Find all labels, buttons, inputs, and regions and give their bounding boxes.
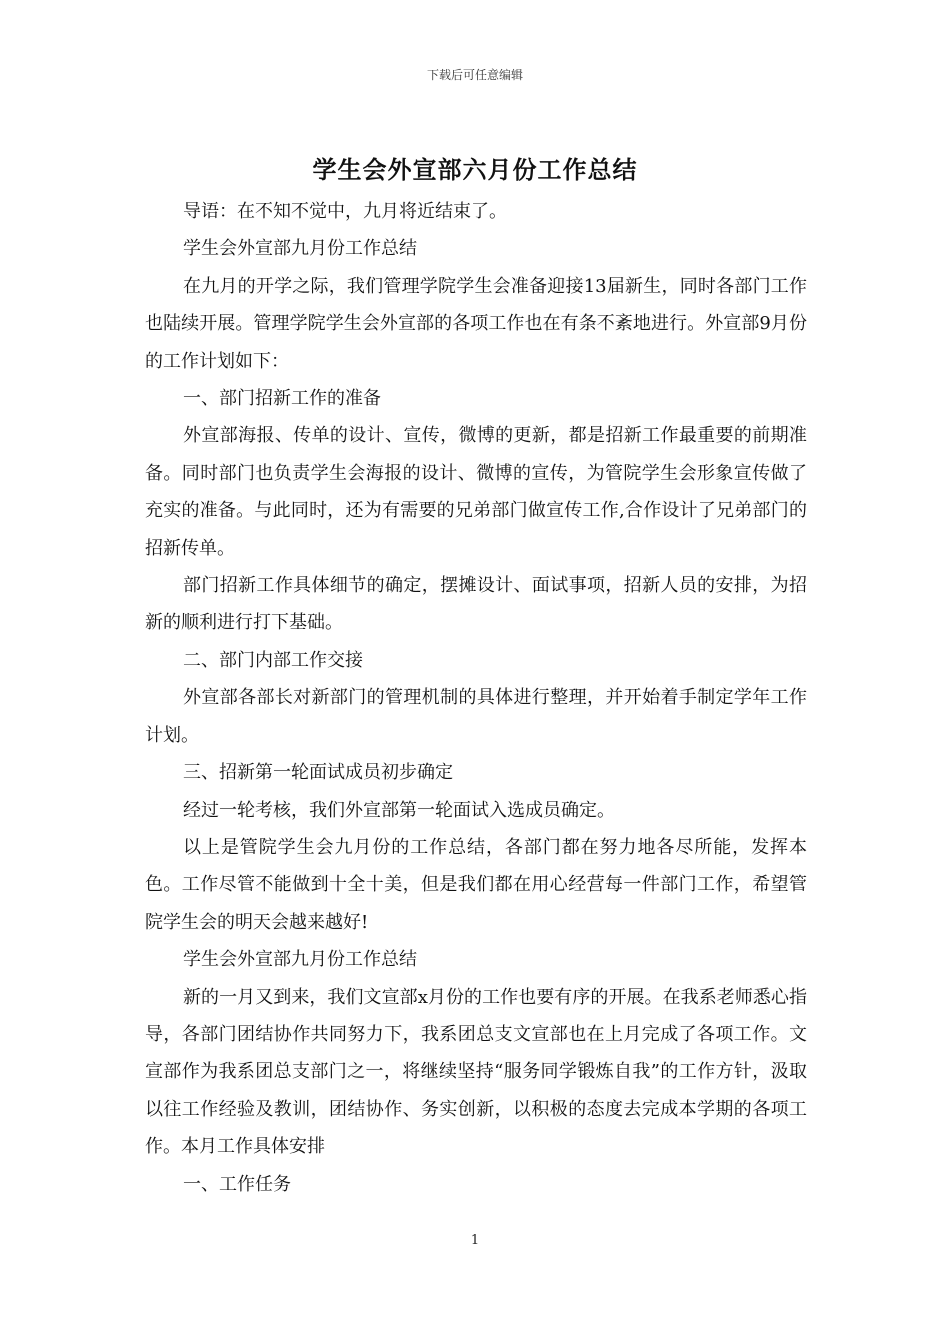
paragraph-subtitle-1: 学生会外宣部九月份工作总结: [183, 238, 417, 260]
document-title: 学生会外宣部六月份工作总结: [312, 155, 638, 184]
paragraph-body: 部门招新工作具体细节的确定，摆摊设计、面试事项，招新人员的安排，为招新的顺利进行打下基础。: [145, 575, 807, 634]
header-note: 下载后可任意编辑: [426, 68, 523, 82]
paragraph-body: 以上是管院学生会九月份的工作总结，各部门都在努力地各尽所能，发挥本色。工作尽管不能做到十全十美，但是我们都在用心经营每一件部门工作，希望管院学生会的明天会越来越好!: [145, 836, 807, 933]
section-heading-1: 一、部门招新工作的准备: [183, 388, 381, 410]
section-heading-4: 一、工作任务: [183, 1173, 291, 1195]
paragraph-body: 外宣部海报、传单的设计、宣传，微博的更新，都是招新工作最重要的前期准备。同时部门也负责学生会海报的设计、微博的宣传，为管院学生会形象宣传做了充实的准备。与此同时，还为有需要的兄弟部门做宣传工作,合作设计了兄弟部门的招新传单。: [145, 425, 807, 559]
section-heading-2: 二、部门内部工作交接: [183, 649, 363, 671]
paragraph-intro: 导语：在不知不觉中，九月将近结束了。: [183, 201, 507, 222]
paragraph-body: 外宣部各部长对新部门的管理机制的具体进行整理，并开始着手制定学年工作计划。: [145, 687, 807, 746]
paragraph-body: 经过一轮考核，我们外宣部第一轮面试入选成员确定。: [183, 799, 615, 821]
document-body: [145, 193, 807, 1203]
page-number: 1: [470, 1233, 480, 1248]
paragraph-subtitle-2: 学生会外宣部九月份工作总结: [183, 949, 417, 971]
paragraph-body: 新的一月又到来，我们文宣部x月份的工作也要有序的开展。在我系老师悉心指导，各部门团结协作共同努力下，我系团总支文宣部也在上月完成了各项工作。文宣部作为我系团总支部门之一，将继续坚持“服务同学锻炼自我”的工作方针，汲取以往工作经验及教训，团结协作、务实创新，以积极的态度去完成本学期的各项工作。本月工作具体安排: [145, 986, 807, 1158]
section-heading-3: 三、招新第一轮面试成员初步确定: [183, 762, 453, 784]
paragraph-body: 在九月的开学之际，我们管理学院学生会准备迎接13届新生，同时各部门工作也陆续开展。管理学院学生会外宣部的各项工作也在有条不紊地进行。外宣部9月份的工作计划如下：: [145, 275, 807, 372]
